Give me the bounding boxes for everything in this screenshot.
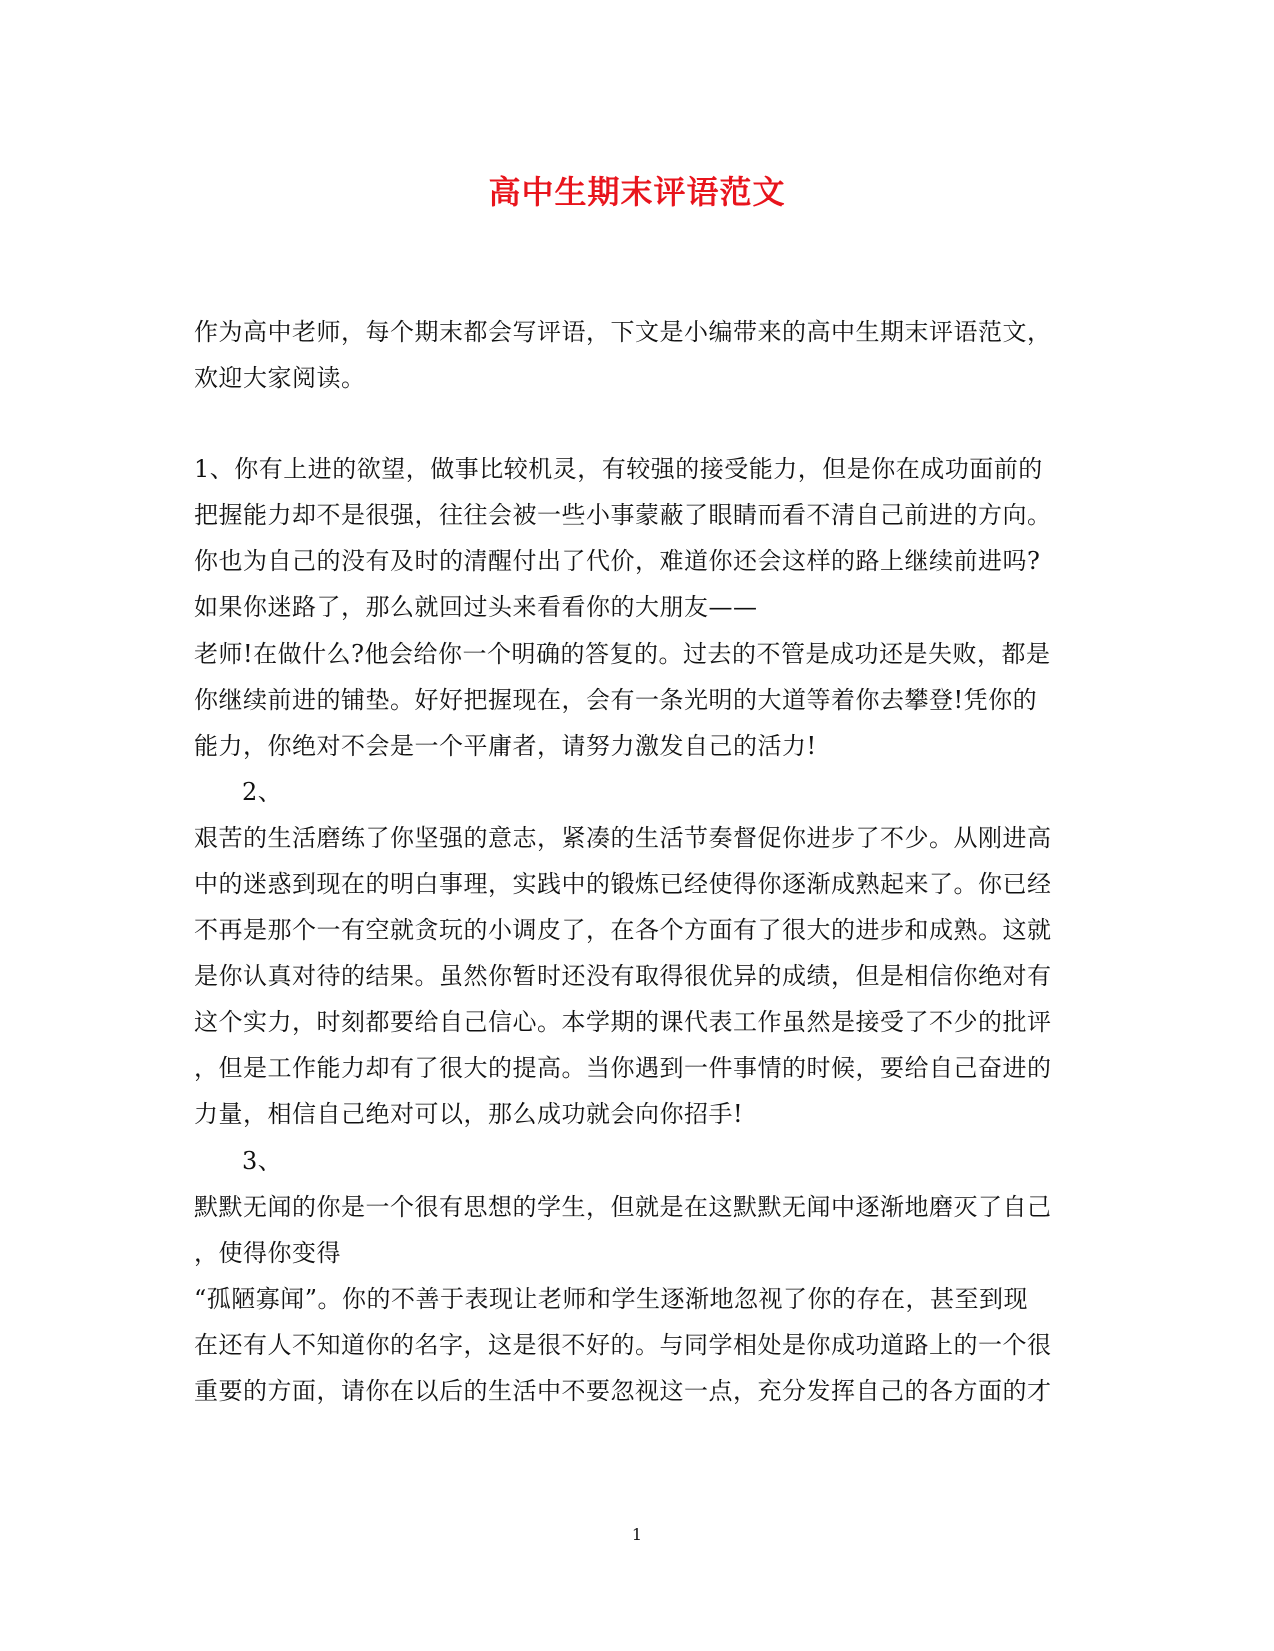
comment-2-line: 不再是那个一有空就贪玩的小调皮了，在各个方面有了很大的进步和成熟。这就 xyxy=(194,916,1052,944)
comment-1-line: 老师!在做什么?他会给你一个明确的答复的。过去的不管是成功还是失败，都是 xyxy=(194,640,1051,668)
comment-3-number: 3、 xyxy=(242,1147,283,1175)
comment-1-line: 能力，你绝对不会是一个平庸者，请努力激发自己的活力! xyxy=(194,732,817,760)
comment-2-line: 艰苦的生活磨练了你坚强的意志，紧凑的生活节奏督促你进步了不少。从刚进高 xyxy=(194,824,1052,852)
comment-2-line: 力量，相信自己绝对可以，那么成功就会向你招手! xyxy=(194,1100,744,1128)
comment-1-line: 1、你有上进的欲望，做事比较机灵，有较强的接受能力，但是你在成功面前的 xyxy=(194,455,1043,483)
comment-3-line: 在还有人不知道你的名字，这是很不好的。与同学相处是你成功道路上的一个很 xyxy=(194,1331,1052,1359)
comment-2-line: 中的迷惑到现在的明白事理，实践中的锻炼已经使得你逐渐成熟起来了。你已经 xyxy=(194,870,1052,898)
comment-3-line: 默默无闻的你是一个很有思想的学生，但就是在这默默无闻中逐渐地磨灭了自己 xyxy=(194,1193,1052,1221)
comment-1-line: 如果你迷路了，那么就回过头来看看你的大朋友—— xyxy=(194,593,758,621)
comment-1-line: 你继续前进的铺垫。好好把握现在，会有一条光明的大道等着你去攀登!凭你的 xyxy=(194,686,1038,714)
comment-3-line: “孤陋寡闻”。你的不善于表现让老师和学生逐渐地忽视了你的存在，甚至到现 xyxy=(194,1285,1029,1313)
comment-1-line: 你也为自己的没有及时的清醒付出了代价，难道你还会这样的路上继续前进吗? xyxy=(194,547,1041,575)
comment-3-line: 重要的方面，请你在以后的生活中不要忽视这一点，充分发挥自己的各方面的才 xyxy=(194,1377,1052,1405)
comment-1-line: 把握能力却不是很强，往往会被一些小事蒙蔽了眼睛而看不清自己前进的方向。 xyxy=(194,501,1052,529)
comment-3-line: ，使得你变得 xyxy=(194,1239,341,1267)
comment-2-line: 这个实力，时刻都要给自己信心。本学期的课代表工作虽然是接受了不少的批评 xyxy=(194,1008,1052,1036)
comment-2-line: 是你认真对待的结果。虽然你暂时还没有取得很优异的成绩，但是相信你绝对有 xyxy=(194,962,1052,990)
intro-line: 欢迎大家阅读。 xyxy=(194,364,366,392)
page-number: 1 xyxy=(631,1525,643,1544)
comment-2-number: 2、 xyxy=(242,778,283,806)
page-title: 高中生期末评语范文 xyxy=(488,173,786,211)
comment-2-line: ，但是工作能力却有了很大的提高。当你遇到一件事情的时候，要给自己奋进的 xyxy=(194,1054,1052,1082)
intro-line: 作为高中老师，每个期末都会写评语，下文是小编带来的高中生期末评语范文， xyxy=(194,318,1052,346)
